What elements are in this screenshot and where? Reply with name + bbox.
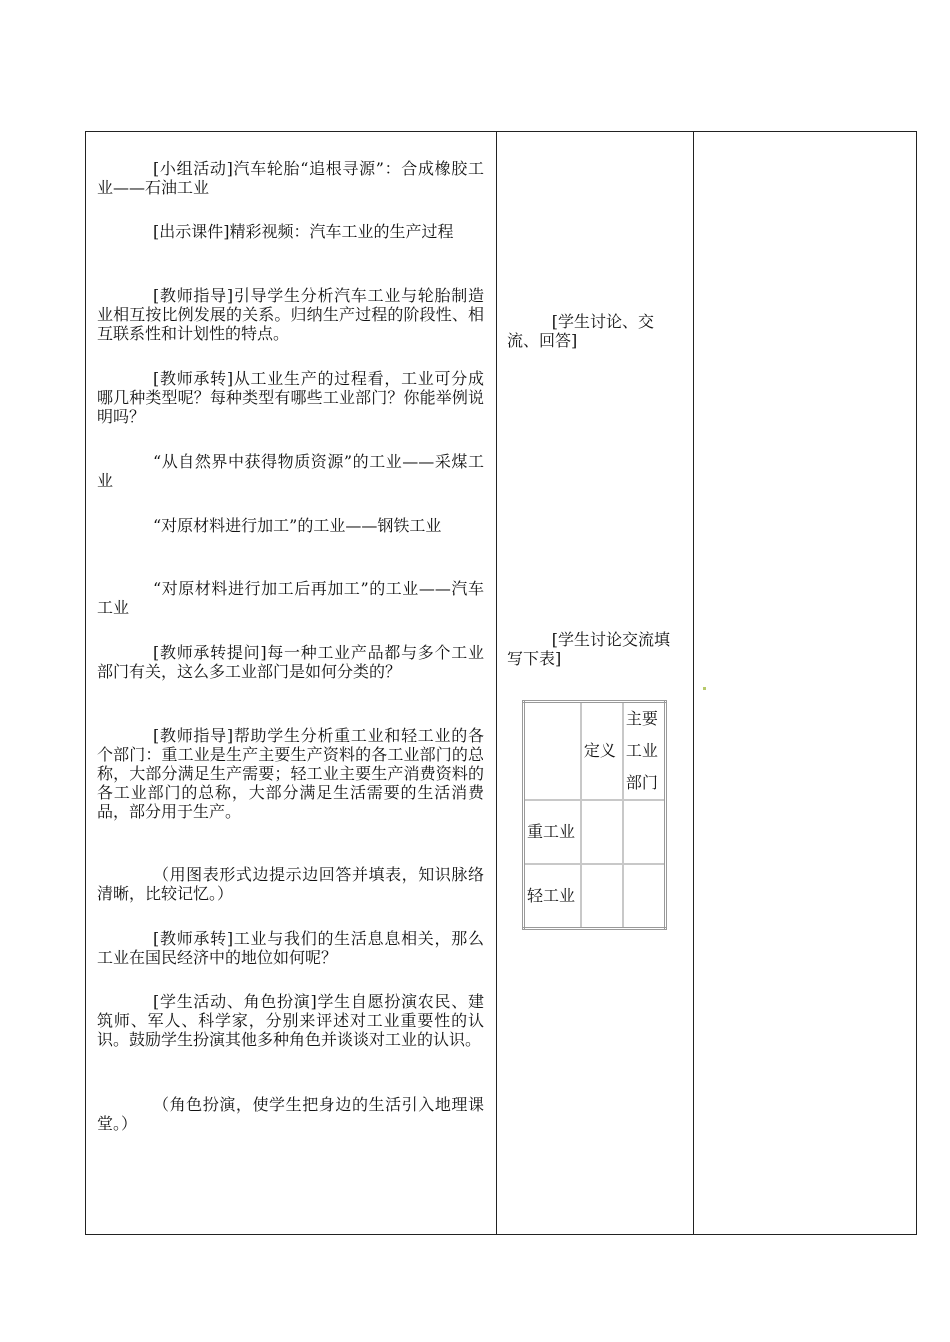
paragraph: [教师承转]从工业生产的过程看，工业可分成哪几种类型呢？每种类型有哪些工业部门？你能举例说明吗？ [97, 369, 484, 426]
paragraph: “对原材料进行加工后再加工”的工业——汽车工业 [97, 579, 484, 617]
table-row-label: 重工业 [524, 800, 581, 864]
student-note-discuss: [学生讨论、交流、回答] [507, 312, 655, 350]
lesson-plan-table [85, 131, 917, 1235]
industry-classification-table [522, 700, 667, 930]
student-activity-column [497, 132, 694, 1235]
paragraph: [教师指导]引导学生分析汽车工业与轮胎制造业相互按比例发展的关系。归纳生产过程的阶段性、相互联系性和计划性的特点。 [97, 286, 484, 343]
paragraph: （用图表形式边提示边回答并填表，知识脉络清晰，比较记忆。） [97, 865, 484, 903]
table-row-label: 轻工业 [524, 864, 581, 928]
paragraph: “对原材料进行加工”的工业——钢铁工业 [153, 516, 442, 535]
speck-mark [703, 687, 706, 690]
paragraph: [教师指导]帮助学生分析重工业和轻工业的各个部门：重工业是生产主要生产资料的各工业部门的总称，大部分满足生产需要；轻工业主要生产消费资料的各工业部门的总称，大部分满足生活需要的生活消费品，部分用于生产。 [97, 726, 484, 821]
paragraph: （角色扮演，使学生把身边的生活引入地理课堂。） [97, 1095, 484, 1133]
paragraph: [小组活动]汽车轮胎“追根寻源”：合成橡胶工业——石油工业 [97, 159, 484, 197]
paragraph: [出示课件]精彩视频：汽车工业的生产过程 [153, 222, 454, 241]
student-note-fill-table: [学生讨论交流填写下表] [507, 630, 671, 668]
paragraph: “从自然界中获得物质资源”的工业——采煤工业 [97, 452, 484, 490]
table-header-cell: 主要工业部门 [623, 702, 666, 801]
table-header-cell: 定义 [581, 702, 623, 801]
table-header-cell [524, 702, 581, 801]
table-cell [581, 864, 623, 928]
table-cell [581, 800, 623, 864]
paragraph: [教师承转提问]每一种工业产品都与多个工业部门有关，这么多工业部门是如何分类的？ [97, 643, 484, 681]
table-cell [623, 800, 666, 864]
table-cell [623, 864, 666, 928]
teacher-activity-column [86, 132, 497, 1235]
notes-column [694, 132, 917, 1235]
paragraph: [学生活动、角色扮演]学生自愿扮演农民、建筑师、军人、科学家，分别来评述对工业重要性的认识。鼓励学生扮演其他多种角色并谈谈对工业的认识。 [97, 992, 484, 1049]
paragraph: [教师承转]工业与我们的生活息息相关，那么工业在国民经济中的地位如何呢？ [97, 929, 484, 967]
